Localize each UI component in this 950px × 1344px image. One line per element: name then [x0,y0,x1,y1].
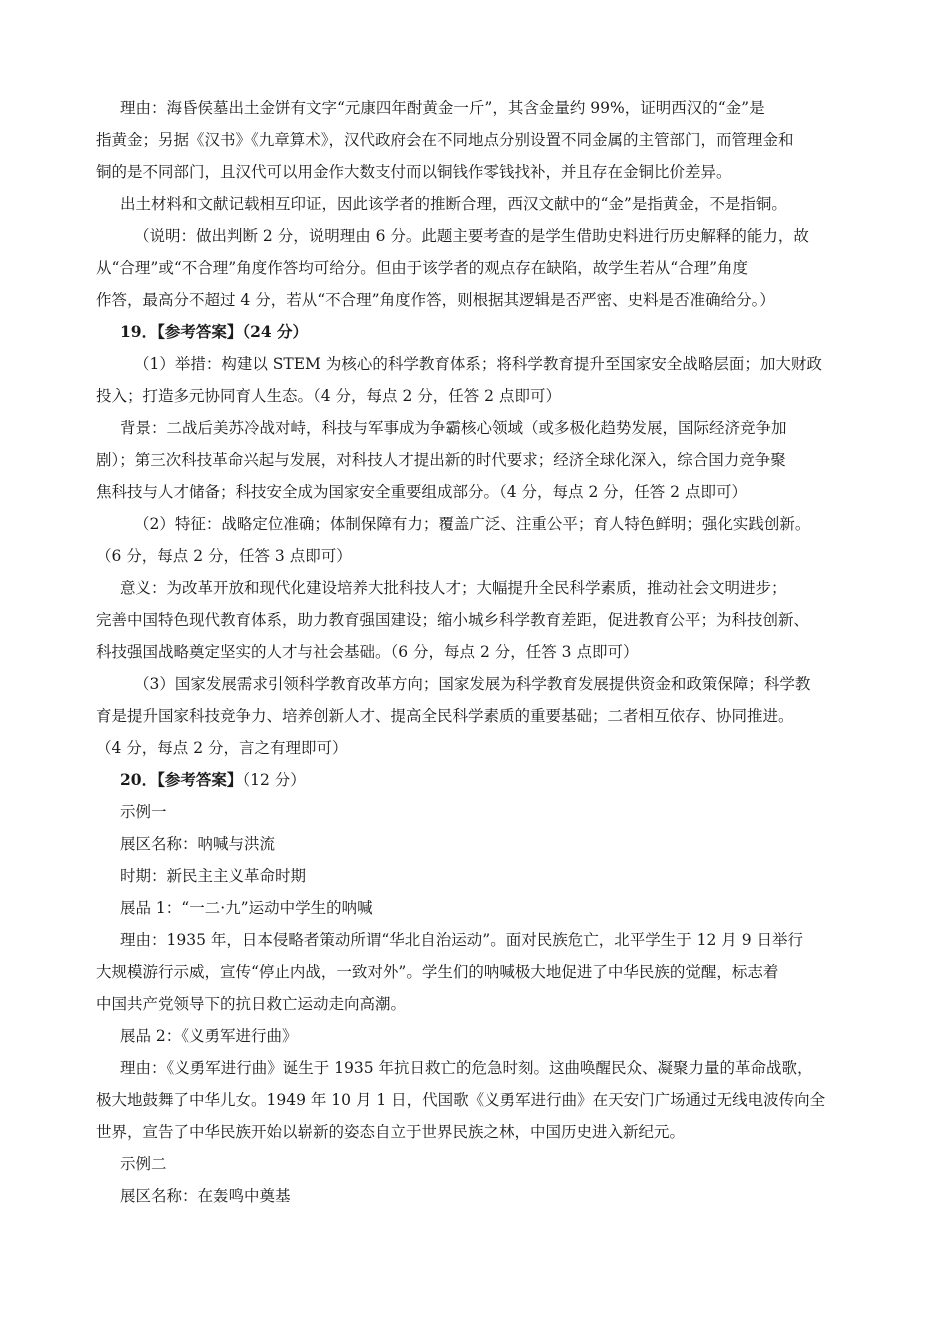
document-page [96,92,856,1212]
question-number: 20． [120,770,158,789]
question-19-heading [120,316,856,348]
text-line: 展品 2：《义勇军进行曲》 [120,1027,298,1045]
text-line: 大规模游行示威，宣传“停止内战，一致对外”。学生们的呐喊极大地促进了中华民族的觉醒，标志着 [96,963,779,981]
text-line: （2）特征：战略定位准确；体制保障有力；覆盖广泛、注重公平；育人特色鲜明；强化实践创新。 [134,515,811,533]
text-line: （1）举措：构建以 STEM 为核心的科学教育体系；将科学教育提升至国家安全战略层面；加大财政 [134,355,822,373]
text-line: 展区名称：在轰鸣中奠基 [120,1187,291,1205]
text-line: 展区名称：呐喊与洪流 [120,835,276,853]
score-label: （12 分） [242,771,306,789]
text-line: （4 分，每点 2 分，言之有理即可） [96,739,348,757]
text-line: （3）国家发展需求引领科学教育改革方向；国家发展为科学教育发展提供资金和政策保障；科学教 [134,675,811,693]
text-line: 投入；打造多元协同育人生态。（4 分，每点 2 分，任答 2 点即可） [96,387,561,405]
text-line: 理由：《义勇军进行曲》诞生于 1935 年抗日救亡的危急时刻。这曲唤醒民众、凝聚力量的革命战歌， [120,1059,813,1077]
text-line: 剧）；第三次科技革命兴起与发展，对科技人才提出新的时代要求；经济全球化深入，综合国力竞争聚 [96,451,786,469]
text-line: 示例一 [120,803,167,821]
text-line: 理由：1935 年，日本侵略者策动所谓“华北自治运动”。面对民族危亡，北平学生于 12 月 9 日举行 [120,931,804,949]
text-line: 示例二 [120,1155,167,1173]
text-line: 意义：为改革开放和现代化建设培养大批科技人才；大幅提升全民科学素质，推动社会文明进步； [120,579,787,597]
text-line: 中国共产党领导下的抗日救亡运动走向高潮。 [96,995,407,1013]
text-line: 科技强国战略奠定坚实的人才与社会基础。（6 分，每点 2 分，任答 3 点即可） [96,643,639,661]
text-line: 焦科技与人才储备；科技安全成为国家安全重要组成部分。（4 分，每点 2 分，任答 2 点即可） [96,483,747,501]
text-line: 理由：海昏侯墓出土金饼有文字“元康四年酎黄金一斤”，其含金量约 99%，证明西汉的“金”是 [120,99,765,117]
text-line: 展品 1：“一二·九”运动中学生的呐喊 [120,899,373,917]
text-line: 作答，最高分不超过 4 分，若从“不合理”角度作答，则根据其逻辑是否严密、史料是否准确给分。） [96,291,775,309]
text-line: 时期：新民主主义革命时期 [120,867,307,885]
text-line: 极大地鼓舞了中华儿女。1949 年 10 月 1 日，代国歌《义勇军进行曲》在天安门广场通过无线电波传向全 [96,1091,826,1109]
text-line: 育是提升国家科技竞争力、培养创新人才、提高全民科学素质的重要基础；二者相互依存、协同推进。 [96,707,794,725]
text-line: （6 分，每点 2 分，任答 3 点即可） [96,547,352,565]
text-line: 世界，宣告了中华民族开始以崭新的姿态自立于世界民族之林，中国历史进入新纪元。 [96,1123,686,1141]
text-line: 铜的是不同部门，且汉代可以用金作大数支付而以铜钱作零钱找补，并且存在金铜比价差异。 [96,163,732,181]
text-line: 出土材料和文献记载相互印证，因此该学者的推断合理，西汉文献中的“金”是指黄金，不是指铜。 [120,195,787,213]
text-line: 指黄金；另据《汉书》《九章算术》，汉代政府会在不同地点分别设置不同金属的主管部门，而管理金和 [96,131,794,149]
answer-label: 【参考答案】 [157,770,243,789]
answer-label: 【参考答案】 [157,322,243,341]
score-label: （24 分） [242,322,309,341]
text-line: 完善中国特色现代教育体系，助力教育强国建设；缩小城乡科学教育差距，促进教育公平；为科技创新、 [96,611,810,629]
text-line: 背景：二战后美苏冷战对峙，科技与军事成为争霸核心领域（或多极化趋势发展，国际经济竞争加 [120,419,787,437]
text-line: （说明：做出判断 2 分，说明理由 6 分。此题主要考查的是学生借助史料进行历史解释的能力，故 [134,227,809,245]
question-number: 19． [120,322,158,341]
question-20-heading [120,764,856,796]
text-line: 从“合理”或“不合理”角度作答均可给分。但由于该学者的观点存在缺陷，故学生若从“合理”角度 [96,259,749,277]
